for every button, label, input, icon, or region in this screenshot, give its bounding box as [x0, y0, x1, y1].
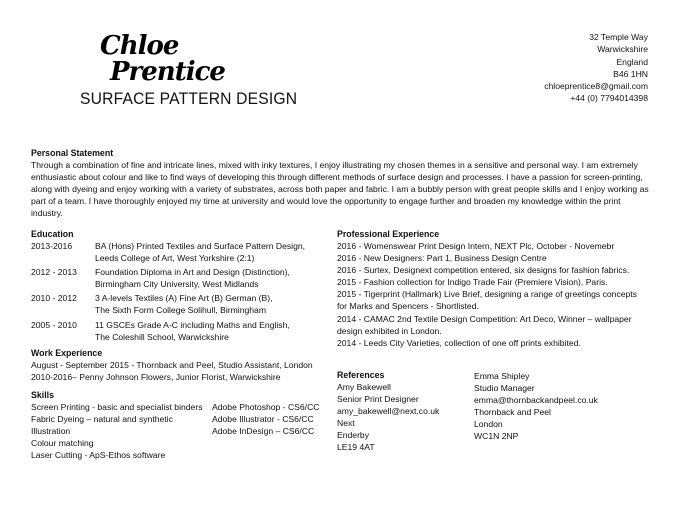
logo-name-line1: Chloe [100, 32, 179, 61]
education-entry [31, 292, 331, 316]
work-experience [31, 348, 331, 383]
contact-block [544, 31, 648, 105]
experience-line: 2016 - Womenswear Print Design Intern, NEXT Plc, October - Novemebr [337, 241, 615, 251]
skills-column-1 [31, 401, 212, 461]
education-line: 11 GSCEs Grade A-C including Maths and English, [95, 319, 290, 330]
statement-text: Through a combination of fine and intricate lines, mixed with inky textures, I enjoy illustrating my chosen themes in a sensitive and personal way. I am extremely enthusiastic about colour and like to find ways of developing this through different methods of surface design and processes. I have a passion for screen-printing, along with dyeing and enjoy working with a variety of substrates, across both paper and fabric. I am a bubbly person with great people skills and I enjoy working as part of a team. I have thoroughly enjoyed my time at university and would love the opportunity to engage further and broaden my knowledge within the print industry. [31, 160, 649, 219]
logo-name-line2: Prentice [110, 57, 225, 87]
skill-item: Adobe Photoshop - CS6/CC [212, 402, 320, 412]
work-line: August - September 2015 - Thornback and Peel, Studio Assistant, London [31, 360, 313, 370]
reference-line: Studio Manager [474, 383, 535, 394]
education-line: The Coleshill School, Warwickshire [95, 331, 229, 342]
left-column [31, 229, 331, 345]
education-years: 2012 - 2013 [31, 267, 77, 278]
name-logo [96, 32, 226, 90]
experience-line: for Marks and Spencers - Shortlisted. [337, 301, 479, 312]
reference-line: Next [337, 418, 355, 429]
skill-item: Laser Cutting - ApS-Ethos software [31, 450, 166, 461]
reference-line: amy_bakewell@next.co.uk [337, 406, 440, 417]
experience-line: 2016 - New Designers: Part 1, Business Design Centre [337, 253, 547, 264]
experience-line: 2014 - Leeds City Varieties, collection of one off prints exhibited. [337, 337, 581, 348]
education-line: 3 A-levels Textiles (A) Fine Art (B) German (B), [95, 293, 273, 304]
education-entry [31, 266, 331, 290]
reference-line: London [474, 419, 503, 430]
section-heading: Personal Statement [31, 148, 114, 158]
reference-line: Senior Print Designer [337, 394, 419, 405]
education-line: Leeds College of Art, West Yorkshire (2:1) [95, 253, 255, 264]
references [337, 370, 657, 454]
education-line: The Sixth Form College Solihull, Birmingham [95, 305, 266, 316]
address-line-3: England [616, 56, 648, 67]
education-entry [31, 319, 331, 343]
experience-line: 2014 - CAMAC 2nd Textile Design Competition: Art Deco, Winner – wallpaper [337, 313, 632, 324]
skill-item: Screen Printing - basic and specialist binders [31, 402, 203, 412]
skills [31, 390, 331, 461]
education-years: 2010 - 2012 [31, 293, 77, 304]
education-years: 2005 - 2010 [31, 319, 77, 330]
phone: +44 (0) 7794014398 [570, 93, 648, 104]
education-line: Foundation Diploma in Art and Design (Distinction), [95, 267, 290, 278]
email: chloeprentice8@gmail.com [544, 81, 648, 92]
personal-statement [31, 148, 653, 219]
reference-line: LE19 4AT [337, 442, 375, 453]
section-heading: Professional Experience [337, 229, 440, 239]
reference-2 [474, 370, 657, 454]
professional-experience [337, 229, 657, 349]
skill-item: Colour matching [31, 438, 94, 449]
education-entry [31, 240, 331, 264]
reference-1 [337, 370, 474, 454]
section-heading: References [337, 370, 385, 380]
skill-item: Adobe Illustrator - CS6/CC [212, 414, 314, 425]
signature-logo-graphic [96, 32, 226, 90]
address-line-1: 32 Temple Way [589, 32, 648, 42]
section-heading: Work Experience [31, 348, 103, 358]
education-line: Birmingham City University, West Midlands [95, 279, 259, 290]
education-list [31, 240, 331, 343]
reference-line: WC1N 2NP [474, 431, 519, 442]
experience-line: 2015 - Fashion collection for Indigo Trade Fair (Premiere Vision), Paris. [337, 277, 608, 288]
address-line-2: Warwickshire [597, 44, 648, 55]
section-heading: Skills [31, 390, 54, 400]
experience-line: 2015 - Tigerprint (Hallmark) Live Brief, designing a range of greetings concepts [337, 289, 637, 300]
experience-line: 2016 - Surtex, Designext competition entered, six designs for fashion fabrics. [337, 265, 630, 276]
section-heading: Education [31, 229, 74, 239]
skill-item: Fabric Dyeing – natural and synthetic [31, 414, 173, 425]
reference-line: Emma Shipley [474, 371, 530, 381]
work-line: 2010-2016– Penny Johnson Flowers, Junior Florist, Warwickshire [31, 372, 281, 383]
profession-title: SURFACE PATTERN DESIGN [80, 89, 298, 108]
reference-line: Enderby [337, 430, 370, 441]
reference-line: Thornback and Peel [474, 407, 551, 418]
skill-item: Adobe InDesign – CS6/CC [212, 426, 315, 437]
experience-line: design exhibited in London. [337, 325, 442, 336]
education-years: 2013-2016 [31, 241, 73, 251]
skills-column-2 [212, 401, 331, 461]
skill-item: Illustration [31, 426, 71, 437]
reference-line: Amy Bakewell [337, 382, 391, 392]
education-line: BA (Hons) Printed Textiles and Surface Pattern Design, [95, 241, 306, 251]
postcode: B46 1HN [613, 68, 648, 79]
reference-line: emma@thornbackandpeel.co.uk [474, 395, 598, 406]
